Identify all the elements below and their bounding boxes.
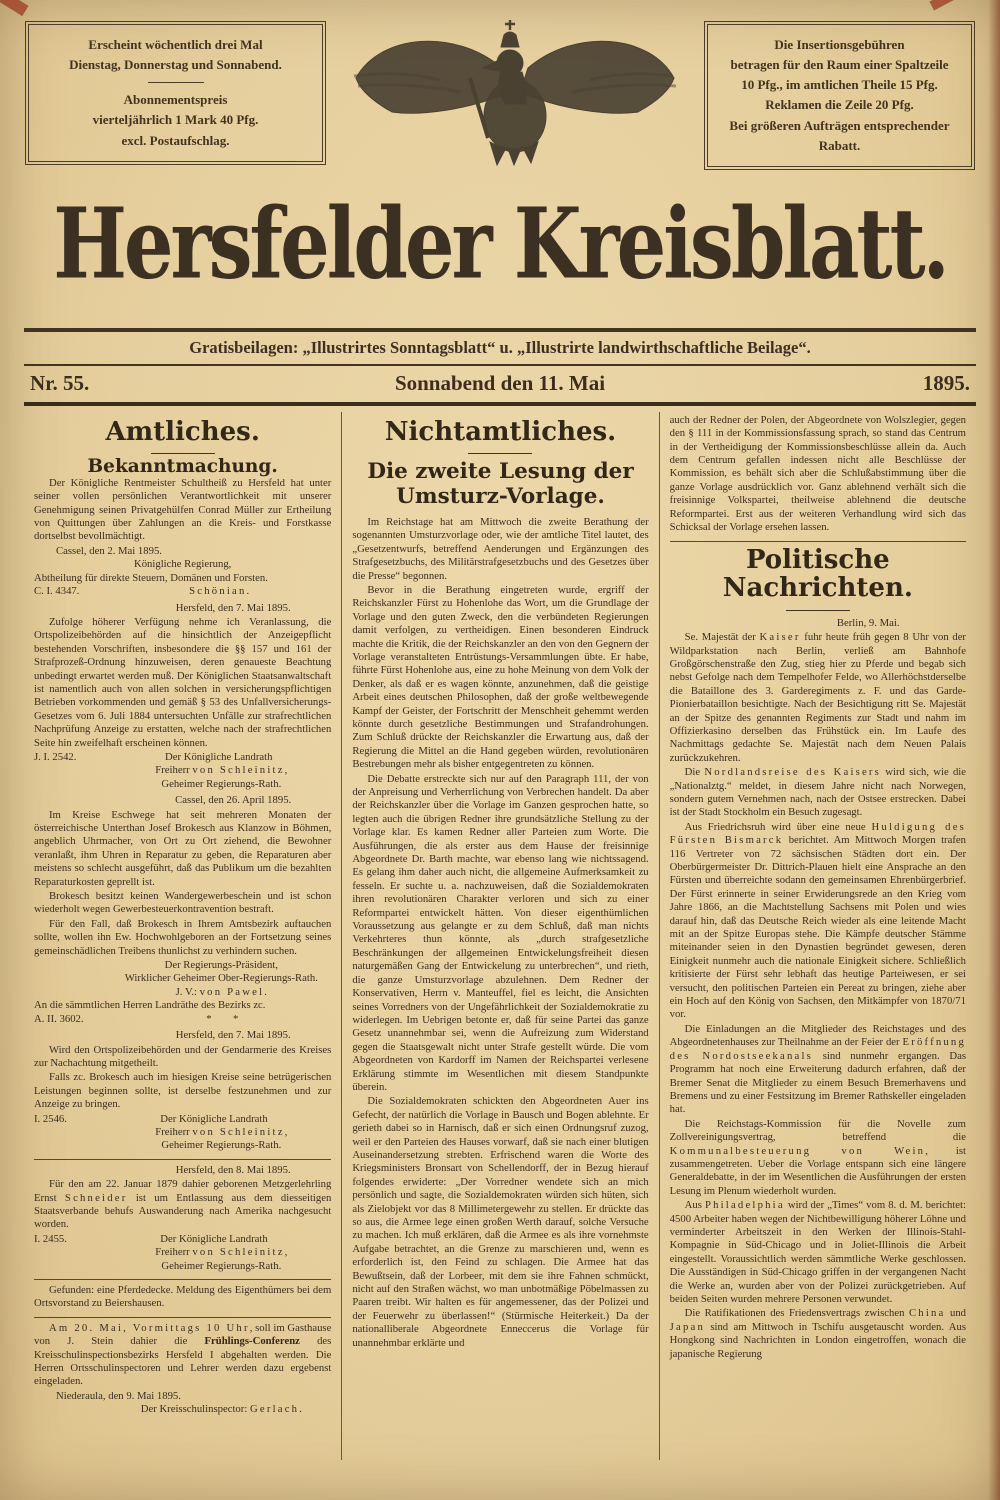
paragraph: Die Nordlandsreise des Kaisers wird sich, wie die „Nationalztg.“ meldet, in diesem Jahre nicht nach Norwegen, sondern gutem Vernehmen nach, nach der Ostsee erstrecken. Dabei ist der Stadt Stockholm ein Besuch zugesagt. xyxy=(669,766,967,819)
paragraph: Falls zc. Brokesch auch im hiesigen Kreise seine betrügerischen Leistungen beginnen sollte, ist derselbe festzunehmen und zur Anzeige zu bringen. xyxy=(34,1071,332,1111)
subscription-line: Abonnementspreis xyxy=(123,92,228,108)
prussian-eagle-icon xyxy=(350,16,680,166)
fees-line: Die Insertionsgebühren xyxy=(774,37,905,52)
sigline: Der Kreisschulinspector: Gerlach. xyxy=(140,1403,302,1416)
article-divider xyxy=(34,1279,331,1280)
sigline: Wirklicher Geheimer Ober-Regierungs-Rath. xyxy=(124,972,318,985)
subscription-box xyxy=(28,24,323,162)
paragraph: Gefunden: eine Pferdedecke. Meldung des Eigenthümers bei dem Ortsvorstand zu Beiershausen. xyxy=(34,1284,332,1310)
column-politische-nachrichten xyxy=(659,412,976,1460)
fees-line: Reklamen die Zeile 20 Pfg. xyxy=(765,97,914,113)
subscription-line: Erscheint wöchentlich drei Mal xyxy=(88,37,263,52)
paragraph: Zufolge höherer Verfügung nehme ich Veranlassung, die Ortspolizeibehörden auf die hinsichtlich der Anzeigepflicht bestehenden Vorschriften, insbesondere die §§ 157 und 161 der Strafprozeß-Ordnung hinzuweisen, deren genaueste Beachtung unbedingt erwartet werden muß. Der Königlichen Staatsanwaltschaft ist namentlich auch von allen solchen in versicherungspflichtigen Betrieben vorkommenden und gemäß § 53 des Unfallversicherungs-Gesetzes vom 6. Juli 1884 untersuchten Unfälle zur strafrechtlichen Nachprüfung Anzeige zu erstatten, welche nach der strafrechtlichen Seite hin zweifelhaft erscheinen können. xyxy=(34,615,332,749)
paragraph: Im Kreise Eschwege hat seit mehreren Monaten der österreichische Unterthan Josef Brokesch aus Klanzow in Böhmen, angeblich Uhrmacher, von Ort zu Ort ziehend, die Bewohner veranlaßt, ihm Uhren in Reparatur zu geben, die Reparaturen aber meistens so schlecht ausgeführt, daß das Publikum um die bezahlten Reparaturkosten geprellt ist. xyxy=(34,808,332,888)
paragraph: auch der Redner der Polen, der Abgeordnete von Wolszlegier, gegen den § 111 in der Kommissionsfassung sprach, so stand das Centrum in der Vertheidigung der Kommissionsbeschlüsse allein da. Auch dem Centrum gefallen indessen nicht alle Beschlüsse der Kommission, es behält sich aber die Schlußabstimmung über die ganze Vorlage ausdrücklich vor. Ganz ablehnend verhält sich die freisinnige Volkspartei, theilweise ablehnend die deutsche Reformpartei. Erst aus der weiteren Verhandlung wird sich das Schicksal der Vorlage ersehen lassen. xyxy=(669,413,966,534)
indent: Niederaula, den 9. Mai 1895. xyxy=(56,1389,181,1402)
article-divider xyxy=(670,541,966,542)
signature-text: Der Königliche Landrath xyxy=(160,1232,268,1245)
subscription-line: vierteljährlich 1 Mark 40 Pfg. xyxy=(92,112,259,128)
sigline: Freiherr von Schleinitz, xyxy=(155,1246,288,1259)
indent: Cassel, den 2. Mai 1895. xyxy=(56,544,162,557)
paragraph: Am 20. Mai, Vormittags 10 Uhr, soll im Gasthause von J. Stein dahier die Frühlings-Conferenz des Kreisschulinspectionsbezirks Hersfeld I abgehalten werden. Die Herren Ortsschulinspectoren und Lehrer werden dazu ergebenst eingeladen. xyxy=(34,1321,332,1388)
sigline: Geheimer Regierungs-Rath. xyxy=(161,1259,282,1272)
signature-text: * * xyxy=(206,1012,239,1025)
article-divider xyxy=(34,1159,331,1160)
issue-date: Sonnabend den 11. Mai xyxy=(394,370,606,395)
paragraph: Die Reichstags-Kommission für die Novelle zum Zollvereinigungsvertrag, betreffend die Kommunalbesteuerung von Wein, ist zusammengetreten. Ueber die Vorlage entspann sich eine längere Generaldebatte, in der im Wesentlichen die Ausführungen der ersten Lesung im Plenum wiederholt wurden. xyxy=(669,1117,966,1197)
reference-code: I. 2455. xyxy=(34,1232,67,1245)
article-heading-bekanntmachung: Bekanntmachung. xyxy=(87,456,278,478)
masthead-rules xyxy=(24,328,976,406)
paragraph: Bevor in die Berathung eingetreten wurde, ergriff der Reichskanzler Fürst zu Hohenlohe das Wort, um die Grundlage der Vorlage und den guten Zweck, den die verbündeten Regierungen damit verfolgen, zu vertheidigen. Einen besonderen Eindruck machte die Kritik, die der Reichskanzler an den von den Gegnern der Vorlage veranstalteten Entrüstungs-Versammlungen übte. Er habe, führte Fürst Hohenlohe aus, eine zu hohe Meinung von dem Volk der Denker, als daß er es wagen könnte, anzunehmen, daß die geistige Arbeit eines deutschen Philosophen, daß der große weltbewegende Kampf der Geister, der Fortschritt der Menschheit gehemmt werden könnte durch gesetzliche Bestimmungen und Strafandrohungen. Zum Schluß drückte der Reichskanzler die Erwartung aus, daß der Regierung die Mittel an die Hand gegeben würden, revolutionären Bestrebungen mehr als bisher entgegentreten zu können. xyxy=(352,583,649,771)
sigline: Der Regierungs-Präsident, xyxy=(164,959,278,972)
center: Königliche Regierung, xyxy=(133,558,232,571)
paragraph: Aus Philadelphia wird der „Times“ vom 8. d. M. berichtet: 4500 Arbeiter haben wegen der Nichtbewilligung höherer Löhne und verminderter Arbeitszeit in den Werken der Illinois-Stahl-Kompagnie in Süd-Chicago und in Joliet-Illinois die Arbeit eingestellt. Voraussichtlich werden sämmtliche Werke geschlossen. Die Ausständigen in Süd-Chicago griffen in der vergangenen Nacht die Werke an, wurden aber von der Polizei zurückgetrieben. Auf beiden Seiten wurden mehrere Personen verwundet. xyxy=(669,1199,966,1305)
fees-line: betragen für den Raum einer Spaltzeile xyxy=(730,57,949,73)
signature-row xyxy=(34,751,331,764)
paragraph: Wird den Ortspolizeibehörden und der Gendarmerie des Kreises zur Nachachtung mitgetheilt. xyxy=(34,1043,332,1069)
subscription-line: Dienstag, Donnerstag und Sonnabend. xyxy=(69,57,282,73)
dateline: Cassel, den 26. April 1895. xyxy=(175,794,292,807)
sigline: J. V.: von Pawel. xyxy=(175,985,267,998)
fees-line: Rabatt. xyxy=(818,137,861,153)
reference-code: J. I. 2542. xyxy=(34,750,77,763)
signature-row xyxy=(34,1233,331,1246)
signature-row xyxy=(34,585,331,598)
insertion-fees-box xyxy=(707,24,972,167)
signature-text: Der Königliche Landrath xyxy=(165,750,273,763)
issue-date-row xyxy=(24,364,976,406)
dateline: Berlin, 9. Mai. xyxy=(836,616,900,629)
section-heading-politische-nachrichten: Politische Nachrichten. xyxy=(670,546,966,611)
article-heading-umsturz-vorlage: Die zweite Lesung der Umsturz-Vorlage. xyxy=(367,459,634,510)
article-columns xyxy=(24,412,976,1460)
paragraph: Die Sozialdemokraten schickten den Abgeordneten Auer ins Gefecht, der natürlich die Vorlage in Bausch und Bogen ablehnte. Er gerieth dabei so in Harnisch, daß er sich einen Ordnungsruf zuzog, weil er den Parteien des Hauses vorwarf, daß sie nach einer blutigen Auseinandersetzung strebten. Erfrischend waren die Worte des Kriegsministers Bronsart von Schellendorff, der in Bezug hierauf folgendes erwiderte: „Der Vorredner wendete sich an mich persönlich und sagte, die Sozialdemokraten würden sich hüten, sich als Zielobjekt vor das 8 Millimetergewehr zu stellen. Er drückte das so aus, die Armee lege einen großen Werth darauf, solche Versuche zu machen. Ich muß erklären, daß die Armee es als ihre vornehmste Aufgabe betrachtet, an die Grenze zu marschieren und, wenn es erforderlich ist, den Feind zu schlagen. Die Armee hat das Bewußtsein, daß der Lorbeer, mit dem sie ihre Fahnen schmückt, nicht auf den Straßen wächst, wo man unbotmäßige Pöbelmassen zu Paaren treibt. Wir halten es für angemessener, das der Polizei und der Feuerwehr zu überlassen!“ (Stürmische Heiterkeit.) Da der nationalliberale Abgeordnete Enneccerus die Vorlage für unannehmbar erklärte und xyxy=(352,1095,649,1349)
masthead-title: Hersfelder Kreisblatt. xyxy=(53,187,947,302)
column-nichtamtliches xyxy=(341,412,658,1460)
paragraph: Im Reichstage hat am Mittwoch die zweite Berathung der sogenannten Umsturzvorlage oder, wie der amtliche Titel lautet, des „Gesetzentwurfs, betreffend Aenderungen und Ergänzungen des Strafgesetzbuchs, des Militärstrafgesetzbuchs und des Gesetzes über die Presse“ begonnen. xyxy=(352,515,649,582)
paragraph: Die Ratifikationen des Friedensvertrags zwischen China und Japan sind am Mittwoch in Tschifu ausgetauscht worden. Aus Hongkong sind Nachrichten in London eingetroffen, wonach die japanische Regierung xyxy=(669,1307,967,1360)
signature-row xyxy=(34,1013,331,1026)
reference-code: A. II. 3602. xyxy=(34,1012,84,1025)
paragraph: Se. Majestät der Kaiser fuhr heute früh gegen 8 Uhr von der Wildparkstation nach Berlin, verließ am Bahnhofe Großgörschenstraße den Zug, stieg hier zu Pferde und begab sich nebst Gefolge nach dem Tempelhofer Felde, wo Allerhöchstderselbe die Bataillone des 3. Garderegiments z. F. und das Garde-Pionierbataillon besichtigte. Nach der Besichtigung ritt Se. Majestät an der Spitze des genannten Regiments zur Stadt und nahm im Offizierkasino derselben das Frühstück ein. Im Laufe des Nachmittags gedachte Se. Majestät nach dem Neuen Palais zurückzukehren. xyxy=(669,631,966,764)
left: An die sämmtlichen Herren Landräthe des Bezirks zc. xyxy=(34,999,266,1012)
dateline: Hersfeld, den 7. Mai 1895. xyxy=(175,1029,291,1042)
sigline: Geheimer Regierungs-Rath. xyxy=(161,777,282,790)
dateline: Hersfeld, den 8. Mai 1895. xyxy=(175,1163,291,1176)
signature-row xyxy=(34,1113,331,1126)
paragraph: Aus Friedrichsruh wird über eine neue Huldigung des Fürsten Bismarck berichtet. Am Mittwoch Morgen trafen 116 Vertreter von 72 sächsischen Städten dort ein. Der Oberbürgermeister Dr. Dittrich-Plauen hielt eine Ansprache an den Fürsten und überreichte sodann den gemeinsamen Ehrenbürgerbrief. Der Fürst erinnerte in seiner Erwiderungsrede an den Krieg vom Jahre 1866, an die Machtstellung Sachsens mit Polen und wies darauf hin, daß das Deutsche Reich wieder als eine leitende Macht mit an der Spitze Europas stehe. Die Kämpfe deutscher Stämme miteinander seien in den Dynastien begründet gewesen, deren Einigkeit nunmehr auch die nationale Einigkeit sichere. Schließlich kritisierte der Fürst sehr lebhaft das heutige Parteiwesen, er sei versucht, den politischen Parteien ein Pereat zu bringen, ziehe aber ein Hoch auf den König von Sachsen, den Mitkämpfer von 1870/71 vor. xyxy=(669,820,966,1021)
fees-line: Bei größeren Aufträgen entsprechender xyxy=(729,117,950,133)
paragraph: Für den Fall, daß Brokesch in Ihrem Amtsbezirk auftauchen sollte, wollen ihn Ew. Hochwohlgeboren an der Fortsetzung seines gemeinschädlichen Treibens thunlichst zu verhindern suchen. xyxy=(34,917,332,957)
dateline: Hersfeld, den 7. Mai 1895. xyxy=(175,601,291,614)
supplements-line: Gratisbeilagen: „Illustrirtes Sonntagsblatt“ u. „Illustrirte landwirthschaftliche Beilage“. xyxy=(24,328,976,364)
fees-line: 10 Pfg., im amtlichen Theile 15 Pfg. xyxy=(741,77,938,93)
reference-code: I. 2546. xyxy=(34,1112,67,1125)
left: Abtheilung für direkte Steuern, Domänen und Forsten. xyxy=(34,571,268,584)
sigline: Geheimer Regierungs-Rath. xyxy=(161,1139,282,1152)
sigline: Freiherr von Schleinitz, xyxy=(155,1125,288,1138)
signature-text: Der Königliche Landrath xyxy=(160,1112,268,1125)
eagle-emblem xyxy=(323,16,707,166)
signature-text: Schönian. xyxy=(189,585,252,598)
section-heading-amtliches: Amtliches. xyxy=(34,418,331,455)
paragraph: Für den am 22. Januar 1879 dahier geborenen Metzgerlehrling Ernst Schneider ist um Entlassung aus dem diesseitigen Staatsverbande behufs Auswanderung nach Amerika nachgesucht worden. xyxy=(34,1178,332,1231)
paragraph: Die Debatte erstreckte sich nur auf den Paragraph 111, der von der Anpreisung und Verherrlichung von Verbrechen handelt. Da aber der Reichskanzler über die Vorlage im Ganzen gesprochen hatte, so legten auch die übrigen Redner ihre grundsätzliche Stellung zu der Vorlage klar. Es kamen Redner aller Parteien zum Worte. Die Ausführungen, die als erster aus dem Hause der freisinnige Abgeordnete Dr. Barth machte, war ebenso lang wie nichtssagend. Es gelang ihm daher auch nicht, die allgemeine Aufmerksamkeit zu fesseln. Er suchte u. a. nachzuweisen, daß die Sozialdemokraten ihren revolutionären Charakter verloren und sich zu einer Reformpartei entwickelt hätten. Von dieser eigenthümlichen Voraussetzung aus gelangte er zu dem Schluß, daß man nichts Verkehrteres thun könnte, als „durch strafgesetzliche Beschränkungen der allgemeinen Entwickelungsfreiheit diesen naturgemäßen Gang der Entwickelung zu unterbrechen“, und rieth, die ganze Umsturzvorlage abzulehnen. Dem Redner der Konservativen, Herrn v. Manteuffel, fiel es leicht, die Ansichten seines Vorredners von der Ungefährlichkeit der Sozialdemokratie zu widerlegen. Im Uebrigen betonte er, daß für seine Partei das ganze Gesetz unannehmbar sei, wenn die Aufreizung zum Widerstand gegen die Staatsgewalt nicht unter Strafe gestellt würde. Die vom Abgeordneten von Kardorff im Namen der Reichspartei verlesene Erklärung stimmte im Wesentlichen mit diesem Standpunkte überein. xyxy=(352,772,649,1093)
issue-number: Nr. 55. xyxy=(30,370,90,395)
sigline: Freiherr von Schleinitz, xyxy=(155,764,288,777)
article-divider xyxy=(34,1317,331,1318)
subscription-line: excl. Postaufschlag. xyxy=(121,132,230,148)
section-heading-nichtamtliches: Nichtamtliches. xyxy=(352,418,648,455)
box-divider xyxy=(148,82,204,83)
paragraph: Brokesch besitzt keinen Wandergewerbeschein und ist schon wiederholt wegen Gewerbesteuerkontravention bestraft. xyxy=(34,890,332,916)
column-amtliches xyxy=(24,412,341,1460)
masthead-top xyxy=(0,0,1000,167)
issue-year: 1895. xyxy=(922,370,970,395)
reference-code: C. I. 4347. xyxy=(34,585,80,598)
paragraph: Der Königliche Rentmeister Schultheiß zu Hersfeld hat unter seiner vollen persönlichen Verantwortlichkeit mit unserer Genehmigung seinen Privatgehülfen Conrad Müller zur Ertheilung von Quittungen über Zahlungen an die Kreis- und Forstkasse dortselbst bevollmächtigt. xyxy=(34,476,332,543)
paragraph: Die Einladungen an die Mitglieder des Reichstages und des Abgeordnetenhauses zur Theilnahme an der Feier der Eröffnung des Nordostseekanals sind nunmehr ergangen. Das Programm hat noch eine Erweiterung dadurch erfahren, daß der Bremer Senat die Mitglieder zu einem Besuch Bremerhavens und Bremens und zu einer Festsitzung im Bremer Rathskeller eingeladen hat. xyxy=(669,1022,966,1116)
